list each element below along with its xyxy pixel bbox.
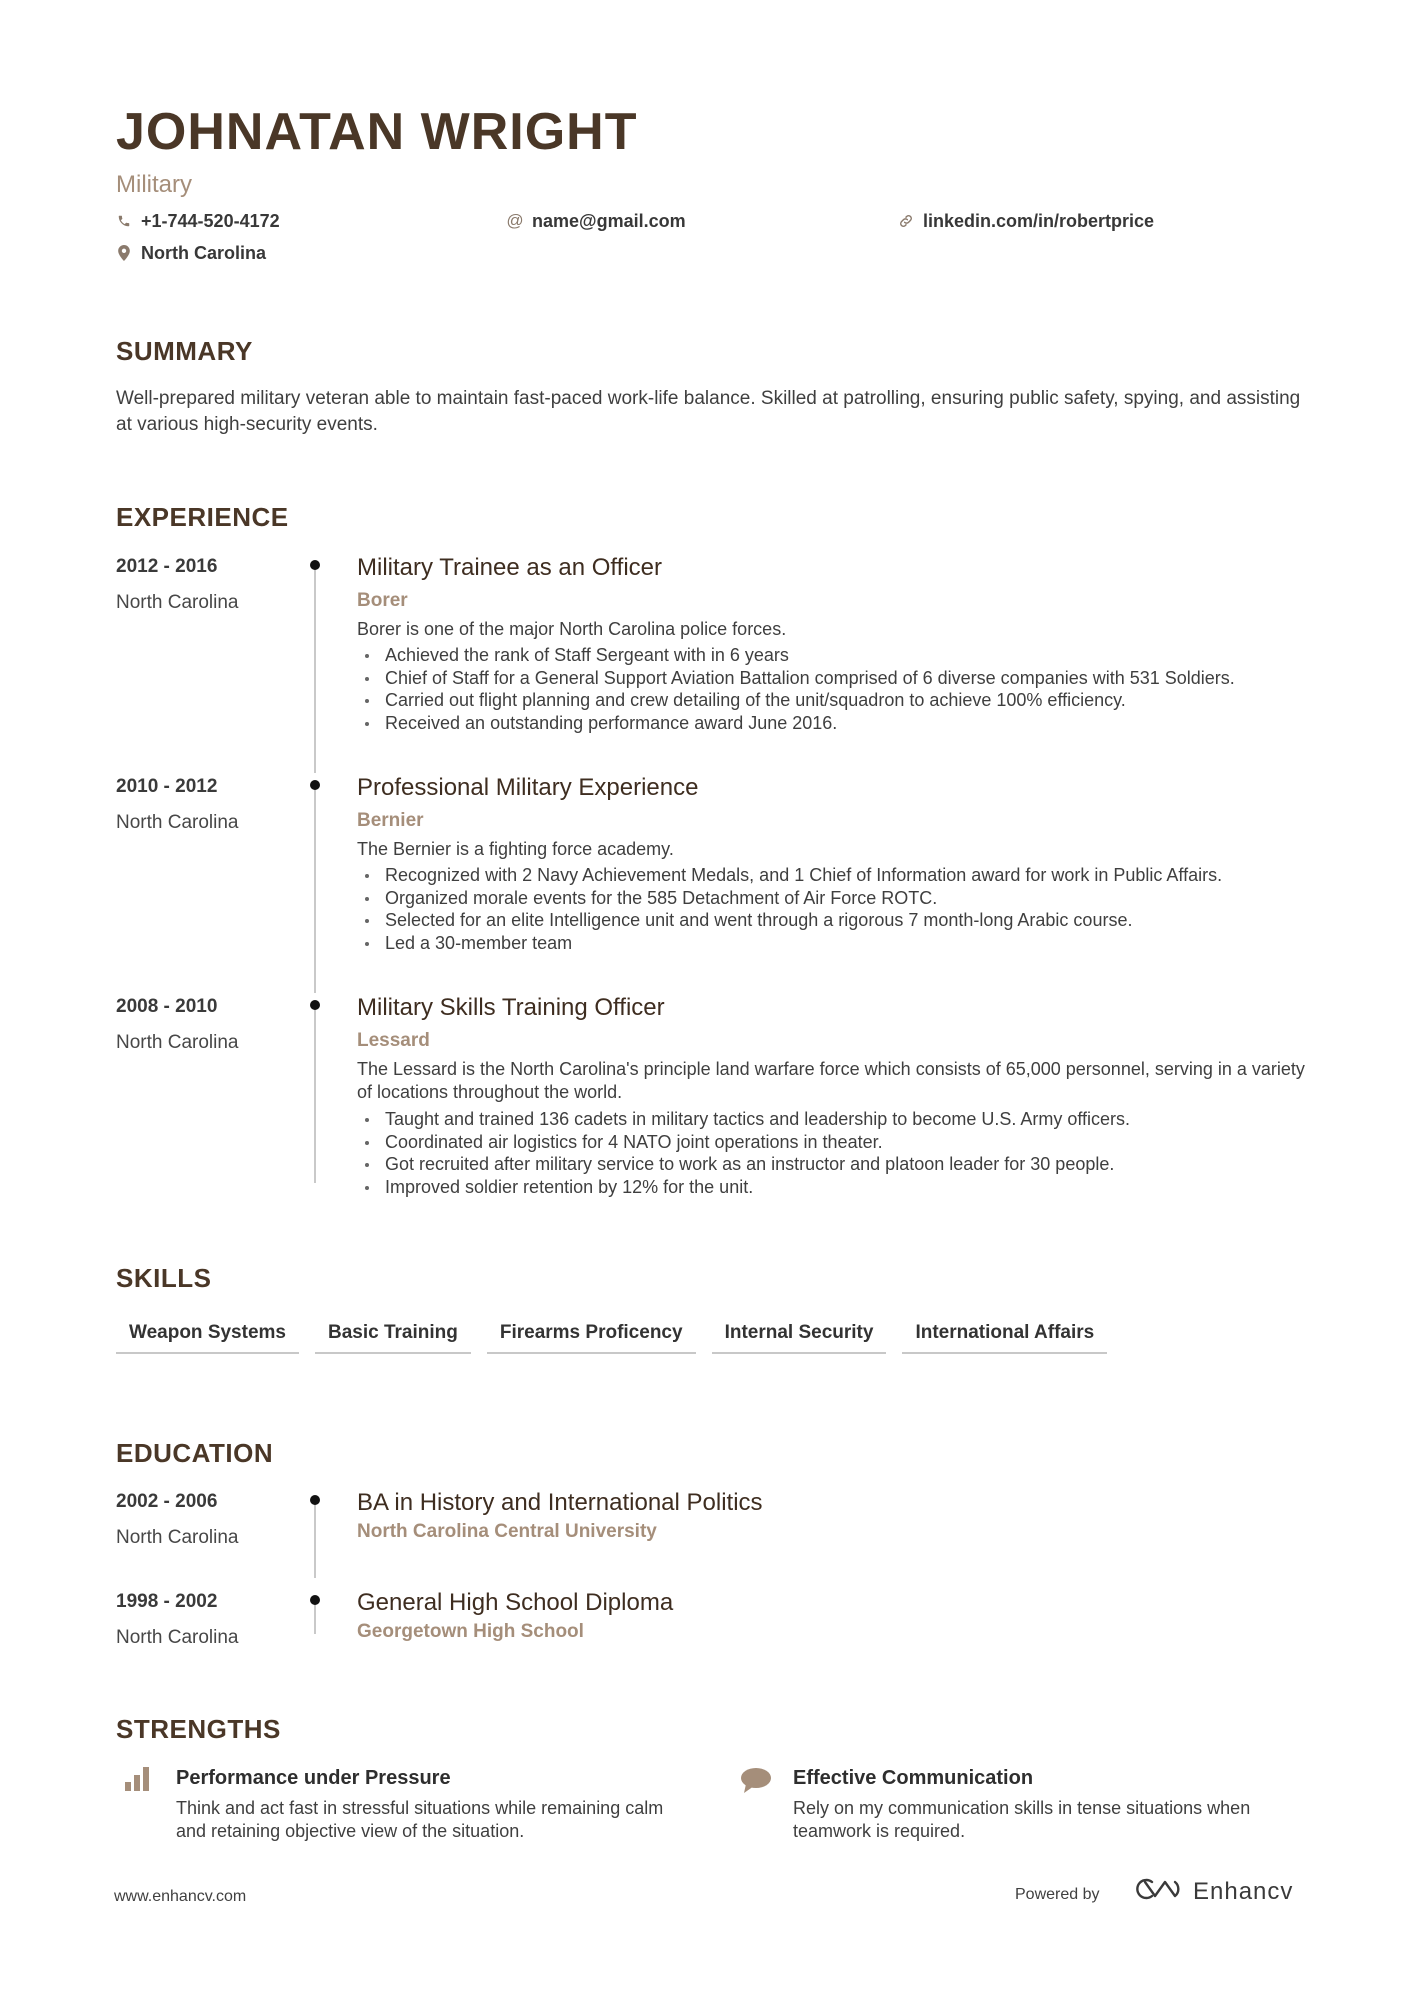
education-degree: BA in History and International Politics xyxy=(357,1489,763,1516)
company-name: Bernier xyxy=(357,810,424,831)
list-item: Got recruited after military service to work as an instructor and platoon leader for 30 people. xyxy=(357,1153,1317,1176)
contact-linkedin[interactable] xyxy=(898,209,1154,233)
list-item: Coordinated air logistics for 4 NATO joint operations in theater. xyxy=(357,1131,1317,1154)
skill-tag: Internal Security xyxy=(712,1318,887,1354)
strength-title: Performance under Pressure xyxy=(176,1767,451,1789)
job-description: The Lessard is the North Carolina's principle land warfare force which consists of 65,000 personnel, serving in a variety of locations throughout the world. xyxy=(357,1059,1305,1102)
experience-date: 2008 - 2010 xyxy=(116,996,218,1017)
strengths-heading: STRENGTHS xyxy=(116,1714,281,1744)
location-value: North Carolina xyxy=(141,243,267,263)
experience-location: North Carolina xyxy=(116,592,239,613)
timeline-line xyxy=(314,785,316,993)
summary-heading: SUMMARY xyxy=(116,336,253,366)
list-item: Chief of Staff for a General Support Aviation Battalion comprised of 6 diverse companies with 531 Soldiers. xyxy=(357,667,1317,690)
enhancv-logo-icon xyxy=(1135,1876,1183,1907)
candidate-role: Military xyxy=(116,171,192,198)
education-school: Georgetown High School xyxy=(357,1621,584,1642)
list-item: Led a 30-member team xyxy=(357,932,1317,955)
experience-date: 2010 - 2012 xyxy=(116,776,218,797)
timeline-dot xyxy=(310,1000,320,1010)
education-school: North Carolina Central University xyxy=(357,1521,657,1542)
experience-location: North Carolina xyxy=(116,1032,239,1053)
skills-list xyxy=(116,1318,1107,1354)
contact-email[interactable] xyxy=(507,209,686,233)
footer-website[interactable]: www.enhancv.com xyxy=(114,1888,247,1905)
education-location: North Carolina xyxy=(116,1527,239,1548)
enhancv-logo[interactable] xyxy=(1135,1876,1293,1907)
job-achievements xyxy=(357,1108,1317,1199)
skill-tag: International Affairs xyxy=(902,1318,1107,1354)
job-title: Military Skills Training Officer xyxy=(357,994,665,1021)
timeline-line xyxy=(314,565,316,773)
education-date: 1998 - 2002 xyxy=(116,1591,218,1612)
timeline-dot xyxy=(310,560,320,570)
job-title: Professional Military Experience xyxy=(357,774,699,801)
list-item: Received an outstanding performance award June 2016. xyxy=(357,712,1317,735)
phone-value: +1-744-520-4172 xyxy=(141,211,280,231)
list-item: Organized morale events for the 585 Detachment of Air Force ROTC. xyxy=(357,887,1317,910)
list-item: Taught and trained 136 cadets in military tactics and leadership to become U.S. Army officers. xyxy=(357,1108,1317,1131)
experience-date: 2012 - 2016 xyxy=(116,556,218,577)
phone-icon xyxy=(116,213,132,229)
list-item: Carried out flight planning and crew detailing of the unit/squadron to achieve 100% efficiency. xyxy=(357,689,1317,712)
experience-heading: EXPERIENCE xyxy=(116,502,289,532)
speech-bubble-icon xyxy=(740,1766,772,1798)
strength-description: Rely on my communication skills in tense situations when teamwork is required. xyxy=(793,1798,1251,1841)
job-achievements xyxy=(357,864,1317,955)
list-item: Achieved the rank of Staff Sergeant with in 6 years xyxy=(357,644,1317,667)
timeline-line xyxy=(314,1500,316,1578)
timeline-dot xyxy=(310,780,320,790)
timeline-line xyxy=(314,1005,316,1183)
education-date: 2002 - 2006 xyxy=(116,1491,218,1512)
job-title: Military Trainee as an Officer xyxy=(357,554,663,581)
timeline-dot xyxy=(310,1595,320,1605)
timeline-dot xyxy=(310,1495,320,1505)
job-description: The Bernier is a fighting force academy. xyxy=(357,839,674,859)
education-heading: EDUCATION xyxy=(116,1438,274,1468)
experience-location: North Carolina xyxy=(116,812,239,833)
skill-tag: Basic Training xyxy=(315,1318,471,1354)
email-value: name@gmail.com xyxy=(532,211,686,231)
job-description: Borer is one of the major North Carolina police forces. xyxy=(357,619,787,639)
candidate-name: JOHNATAN WRIGHT xyxy=(116,103,638,161)
list-item: Selected for an elite Intelligence unit and went through a rigorous 7 month-long Arabic course. xyxy=(357,909,1317,932)
bar-chart-icon xyxy=(124,1764,156,1796)
link-icon xyxy=(898,213,914,229)
education-location: North Carolina xyxy=(116,1627,239,1648)
list-item: Improved soldier retention by 12% for the unit. xyxy=(357,1176,1317,1199)
linkedin-value: linkedin.com/in/robertprice xyxy=(923,211,1155,231)
strength-title: Effective Communication xyxy=(793,1767,1034,1789)
strength-description: Think and act fast in stressful situations while remaining calm and retaining objective view of the situation. xyxy=(176,1798,664,1841)
education-degree: General High School Diploma xyxy=(357,1589,674,1616)
skills-heading: SKILLS xyxy=(116,1263,212,1293)
location-pin-icon xyxy=(116,245,132,261)
skill-tag: Firearms Proficency xyxy=(487,1318,696,1354)
company-name: Borer xyxy=(357,590,408,611)
timeline-line xyxy=(314,1600,316,1634)
job-achievements xyxy=(357,644,1317,735)
list-item: Recognized with 2 Navy Achievement Medals, and 1 Chief of Information award for work in Public Affairs. xyxy=(357,864,1317,887)
contact-phone[interactable] xyxy=(116,209,280,233)
skill-tag: Weapon Systems xyxy=(116,1318,299,1354)
at-icon: @ xyxy=(506,211,524,230)
footer-powered-by: Powered by xyxy=(1015,1886,1100,1903)
summary-text: Well-prepared military veteran able to maintain fast-paced work-life balance. Skilled at patrolling, ensuring public safety, spying, and assisting at various high-security events. xyxy=(116,388,1301,435)
footer-brand: Enhancv xyxy=(1193,1877,1294,1905)
contact-location xyxy=(116,241,266,265)
company-name: Lessard xyxy=(357,1030,430,1051)
